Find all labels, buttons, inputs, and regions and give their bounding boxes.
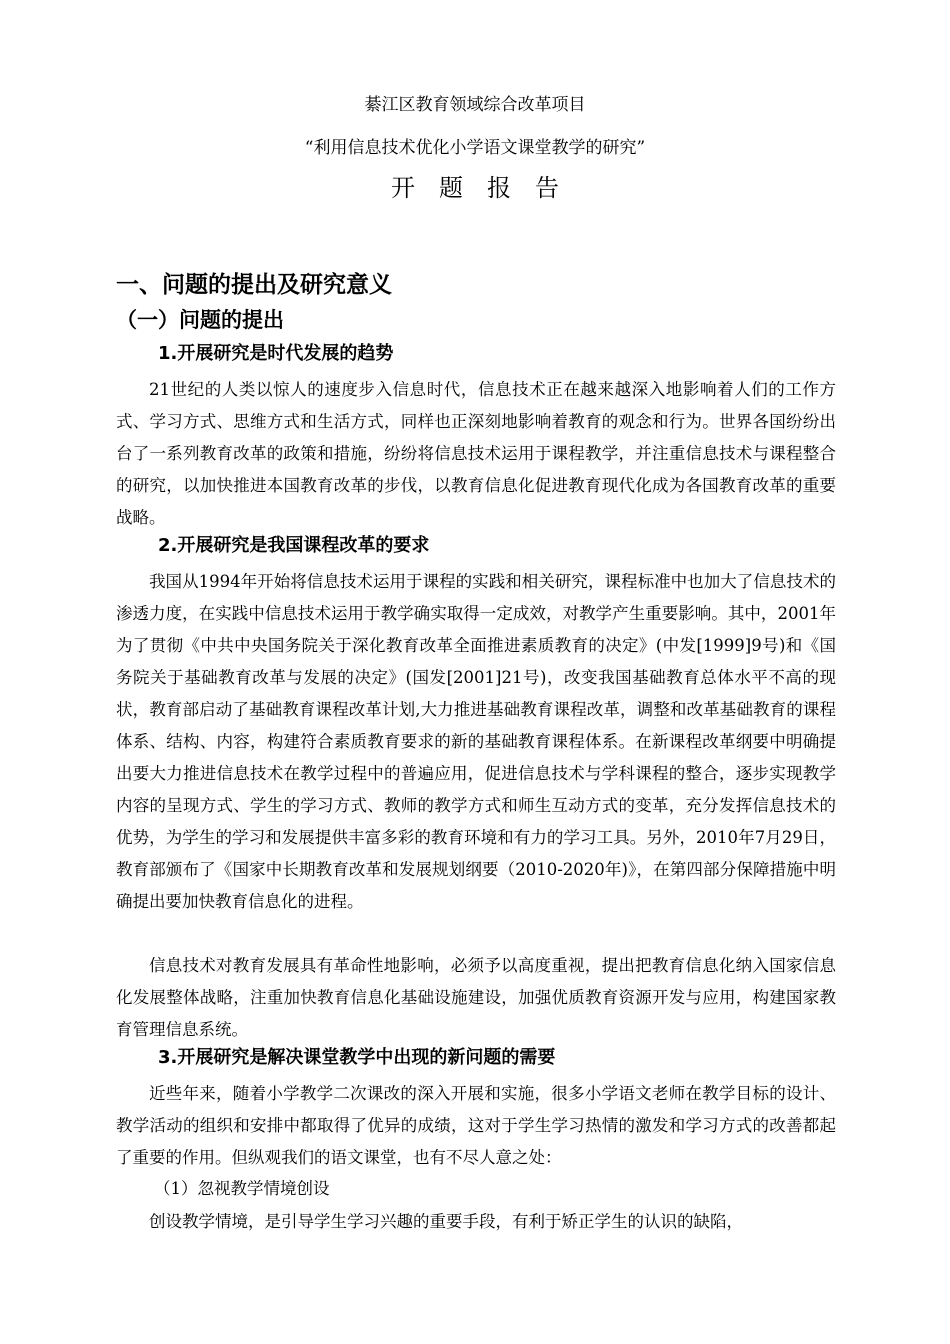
item-heading-3: 3.开展研究是解决课堂教学中出现的新问题的需要 [158,1047,556,1068]
section-heading: 一、问题的提出及研究意义 [116,272,392,298]
project-name: 綦江区教育领域综合改革项目 [364,95,586,115]
paragraph: 信息技术对教育发展具有革命性地影响，必须予以高度重视，提出把教育信息化纳入国家信息化发展整体战略，注重加快教育信息化基础设施建设，加强优质教育资源开发与应用，构建国家教育管理信息系统。 [116,956,836,1039]
sub-item: （1）忽视教学情境创设 [154,1179,330,1198]
item-heading-2: 2.开展研究是我国课程改革的要求 [158,535,430,556]
paragraph: 我国从1994年开始将信息技术运用于课程的实践和相关研究，课程标准中也加大了信息技术的渗透力度，在实践中信息技术运用于教学确实取得一定成效，对教学产生重要影响。其中，2001年为了贯彻《中共中央国务院关于深化教育改革全面推进素质教育的决定》(中发[1999]9号)和《国务院关于基础教育改革与发展的决定》(国发[2001]21号)，改变我国基础教育总体水平不高的现状，教育部启动了基础教育课程改革计划,大力推进基础教育课程改革，调整和改革基础教育的课程体系、结构、内容，构建符合素质教育要求的新的基础教育课程体系。在新课程改革纲要中明确提出要大力推进信息技术在教学过程中的普遍应用，促进信息技术与学科课程的整合，逐步实现教学内容的呈现方式、学生的学习方式、教师的教学方式和师生互动方式的变革，充分发挥信息技术的优势，为学生的学习和发展提供丰富多彩的教育环境和有力的学习工具。另外，2010年7月29日，教育部颁布了《国家中长期教育改革和发展规划纲要（2010-2020年)》，在第四部分保障措施中明确提出要加快教育信息化的进程。 [116,572,836,911]
paragraph: 创设教学情境，是引导学生学习兴趣的重要手段，有利于矫正学生的认识的缺陷， [149,1212,743,1231]
paragraph: 近些年来，随着小学教学二次课改的深入开展和实施，很多小学语文老师在教学目标的设计、教学活动的组织和安排中都取得了优异的成绩，这对于学生学习热情的激发和学习方式的改善都起了重要的作用。但纵观我们的语文课堂，也有不尽人意之处： [116,1084,836,1167]
item-heading-1: 1.开展研究是时代发展的趋势 [158,343,394,364]
report-title: 开题报告 [391,174,583,202]
project-title: “利用信息技术优化小学语文课堂教学的研究” [304,138,646,158]
subsection-heading: （一）问题的提出 [116,308,284,332]
paragraph: 21世纪的人类以惊人的速度步入信息时代，信息技术正在越来越深入地影响着人们的工作方式、学习方式、思维方式和生活方式，同样也正深刻地影响着教育的观念和行为。世界各国纷纷出台了一系列教育改革的政策和措施，纷纷将信息技术运用于课程教学，并注重信息技术与课程整合的研究，以加快推进本国教育改革的步伐，以教育信息化促进教育现代化成为各国教育改革的重要战略。 [116,380,836,527]
